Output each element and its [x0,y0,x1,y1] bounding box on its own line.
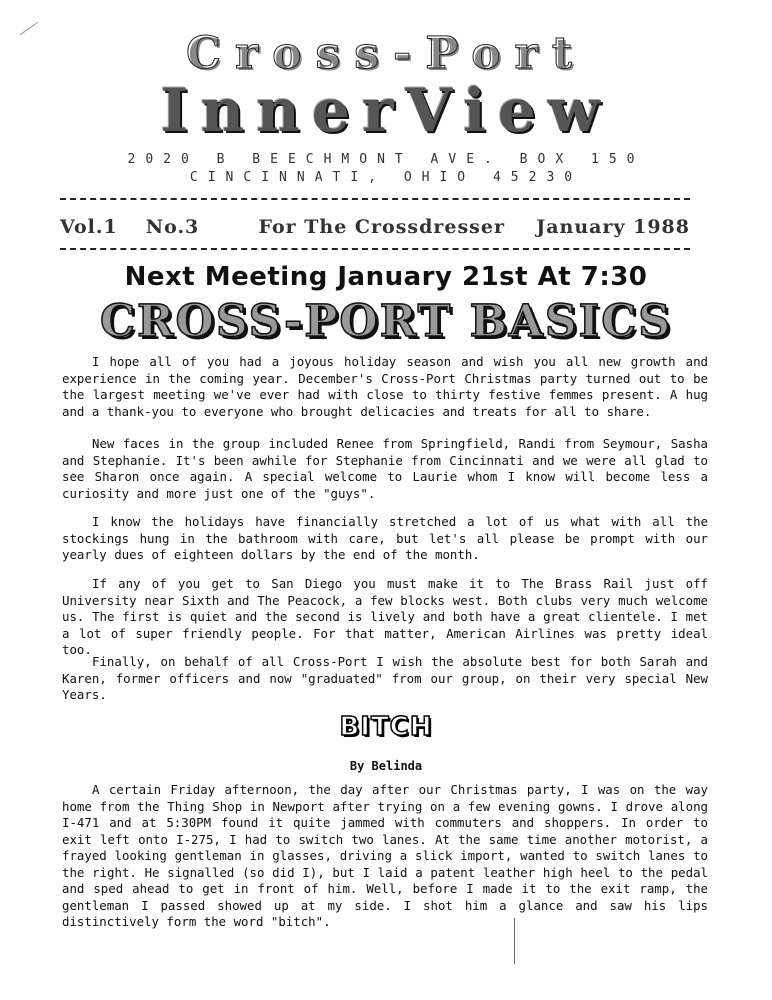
paragraph-text: I hope all of you had a joyous holiday season and wish you all new growth and experience in the coming year. December's Cross-Port Christmas party turned out to be the largest meeting we've ever had with close to thirty festive femmes present. A hug and a thank-you to everyone who brought delicacies and treats for all to share. [62,354,708,419]
paragraph-text: I know the holidays have financially stretched a lot of us what with all the stockings hung in the bathroom with care, but let's all please be prompt with our yearly dues of eighteen dollars by the end of the month. [62,514,708,562]
paragraph-text: Finally, on behalf of all Cross-Port I wish the absolute best for both Sarah and Karen, former officers and now "graduated" from our group, on their very special New Years. [62,654,708,702]
paragraph [62,436,708,502]
paragraph [62,654,708,704]
paragraph-text: If any of you get to San Diego you must make it to The Brass Rail just off University near Sixth and The Peacock, a few blocks west. Both clubs very much welcome us. The first is quiet and the second is lively and both have a great clientele. I met a lot of super friendly people. For that matter, American Airlines was pretty ideal too. [62,576,708,657]
scan-mark-vertical [514,918,515,964]
address-line-1: 2020 B BEECHMONT AVE. BOX 150 [127,152,645,167]
masthead-title-top: Cross-Port [185,28,587,79]
masthead-title-main: InnerView [160,76,612,146]
issue-number: No.3 [145,216,200,238]
address-line-2: CINCINNATI, OHIO 45230 [189,170,583,185]
issue-date: January 1988 [536,216,690,238]
paragraph [62,354,708,420]
divider-top [60,198,690,200]
paragraph [62,514,708,564]
section-banner: CROSS-PORT BASICS [99,296,673,347]
issue-bar [60,216,690,238]
paragraph [62,576,708,659]
paragraph-text: New faces in the group included Renee from Springfield, Randi from Seymour, Sasha and Stephanie. It's been awhile for Stephanie from Cincinnati and we were all glad to see Sharon once again. A special welcome to Laurie whom I know will become less a curiosity and more just one of the "guys". [62,436,708,501]
divider-bottom [60,248,690,250]
article-byline: By Belinda [349,759,423,773]
issue-volume: Vol.1 [60,216,118,238]
meeting-notice: Next Meeting January 21st At 7:30 [124,262,648,292]
issue-volume-number [60,216,227,238]
article-title: BITCH [339,712,433,742]
paragraph-text: A certain Friday afternoon, the day after our Christmas party, I was on the way home from the Thing Shop in Newport after trying on a few evening gowns. I drove along I-471 and at 5:30PM found it quite jammed with commuters and shoppers. In order to exit left onto I-275, I had to switch two lanes. At the same time another motorist, a frayed looking gentleman in glasses, driving a slick import, wanted to switch lanes to the right. He signalled (so did I), but I laid a patent leather high heel to the pedal and sped ahead to get in front of him. Well, before I made it to the exit ramp, the gentleman I passed showed up at my side. I shot him a glance and saw his lips distinctively form the word "bitch". [62,782,708,929]
article-body [62,782,708,931]
issue-tagline: For The Crossdresser [258,216,505,238]
